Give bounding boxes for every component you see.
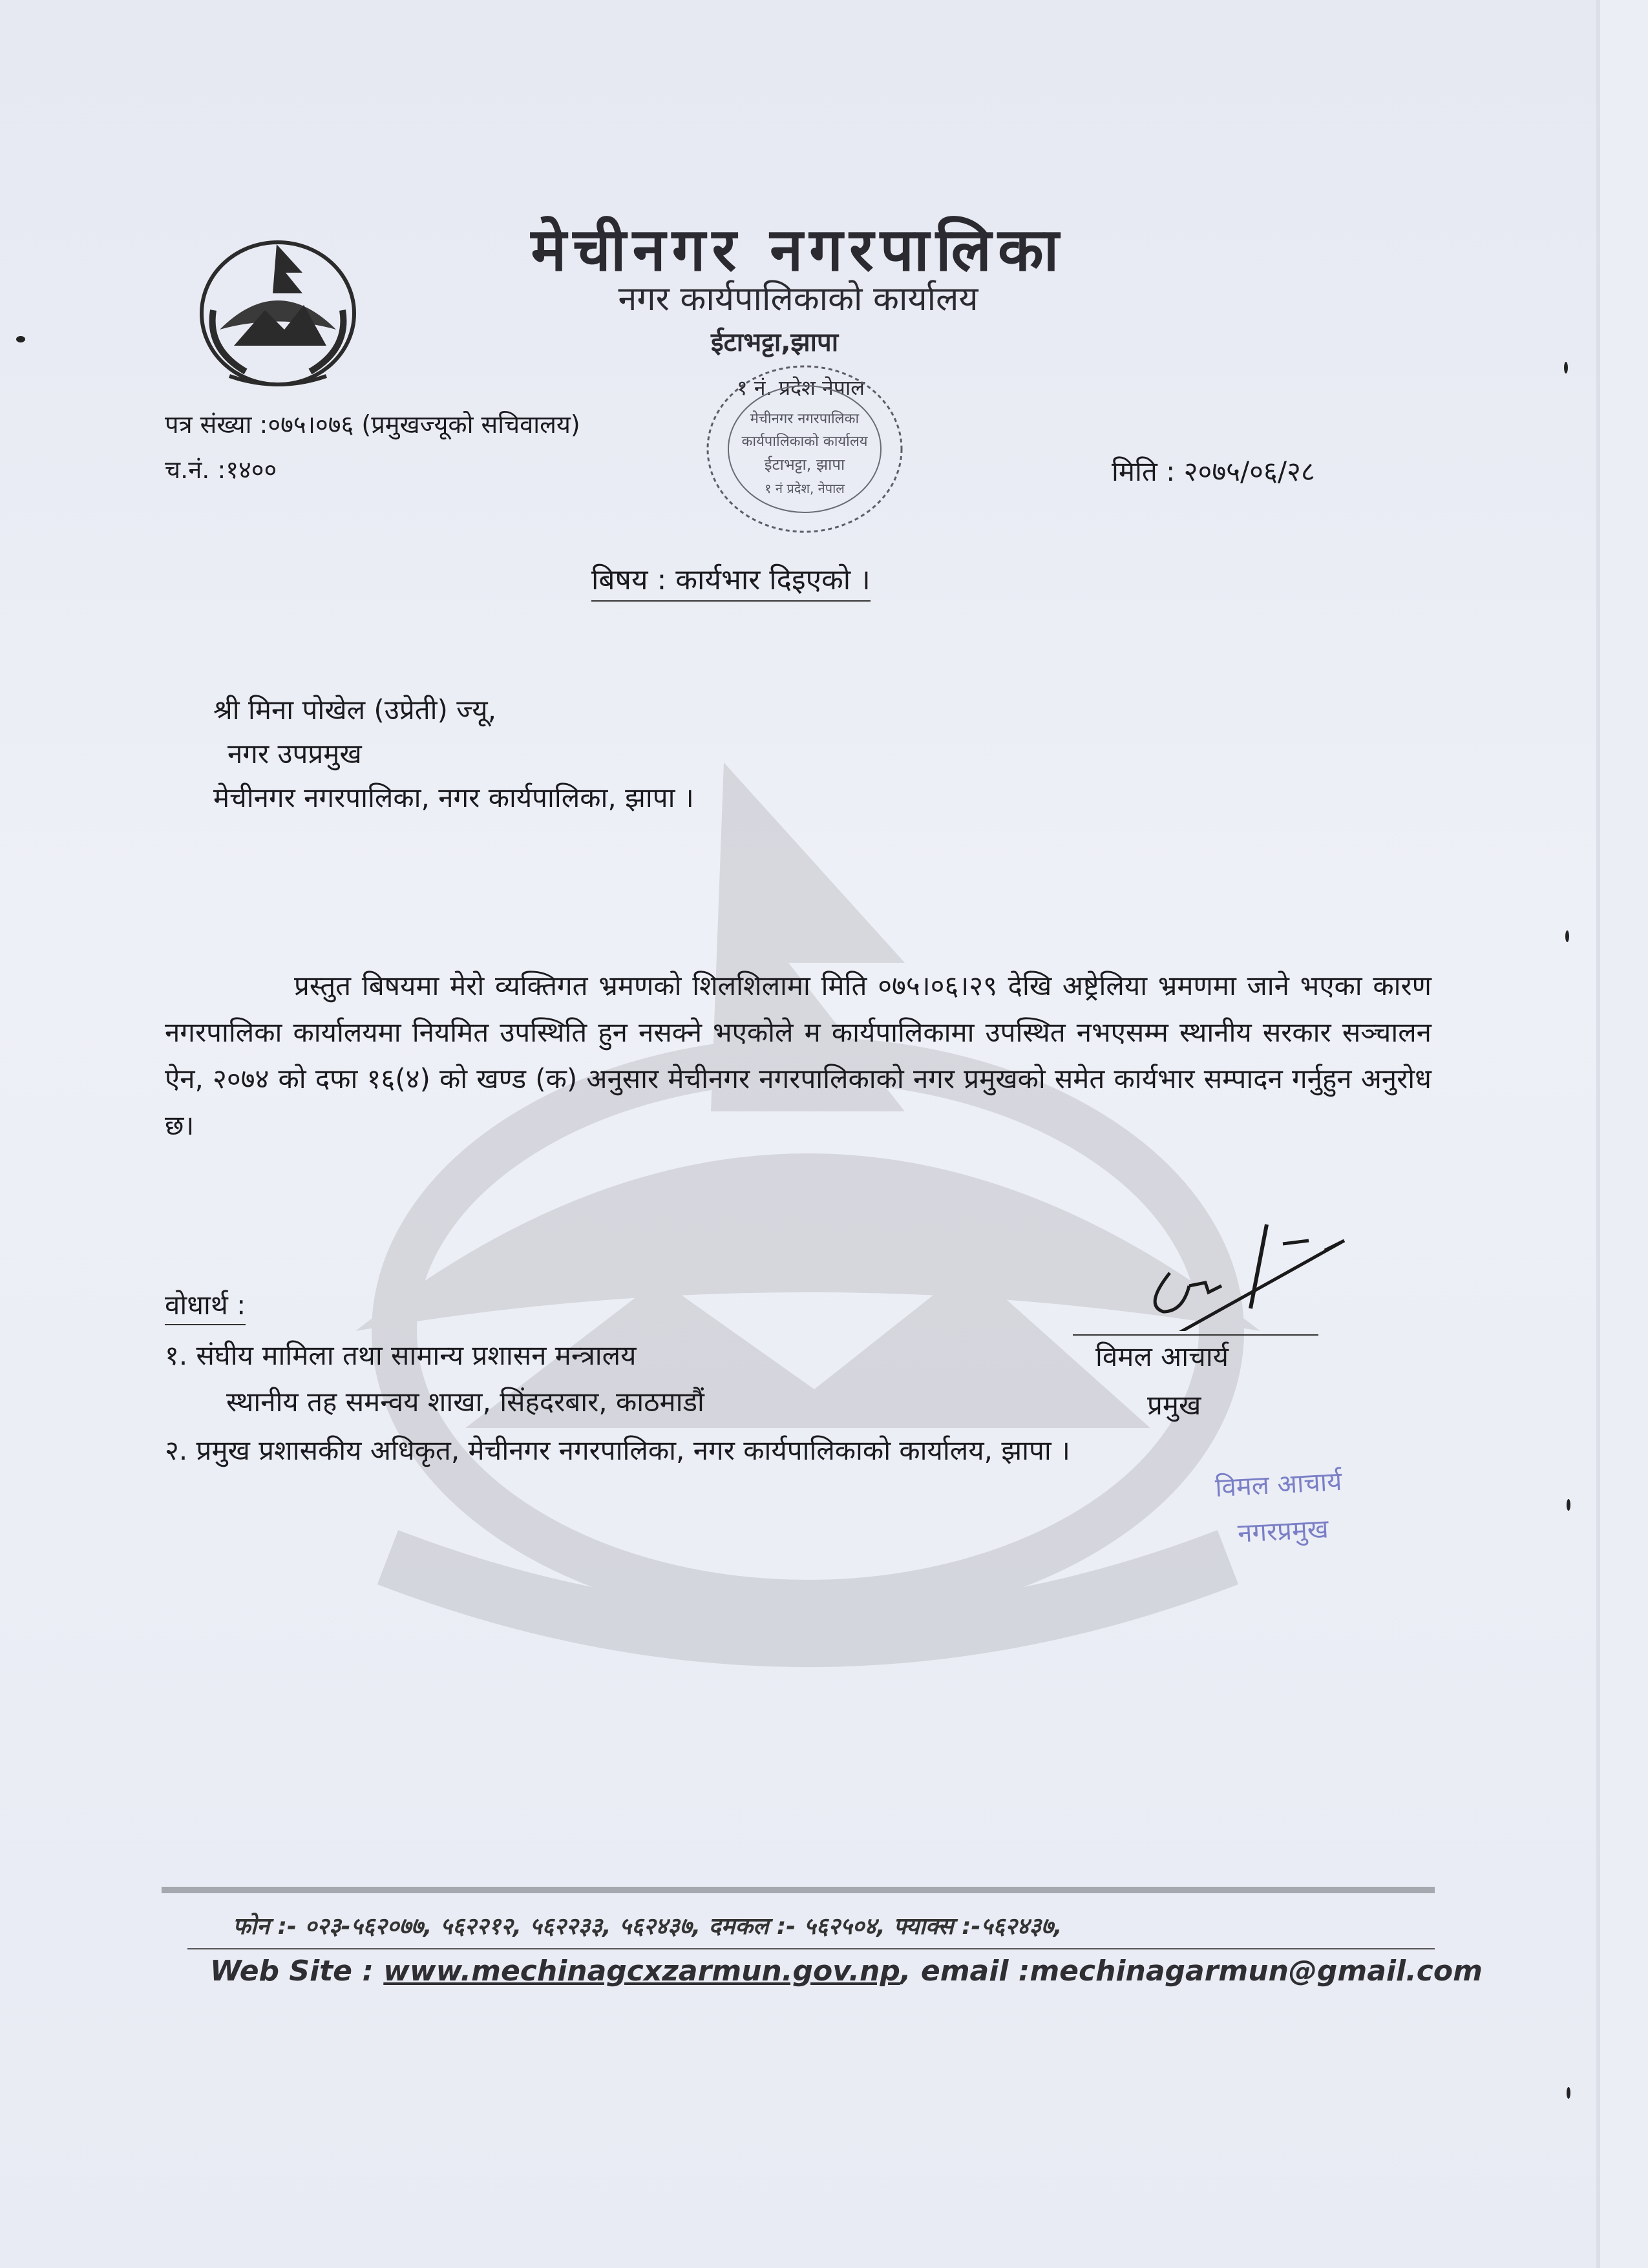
office-location: ईटाभट्टा,झापा: [711, 328, 839, 357]
web-label: Web Site :: [210, 1955, 384, 1988]
signatory-stamp-title: नगरप्रमुख: [1237, 1514, 1329, 1549]
bodhartha-heading: वोधार्थ :: [165, 1286, 246, 1325]
footer-web: [210, 1955, 1483, 1988]
bodhartha-item-1-cont: स्थानीय तह समन्वय शाखा, सिंहदरबार, काठमाडौं: [226, 1386, 704, 1418]
signatory-name: विमल आचार्य: [1095, 1341, 1229, 1372]
signature-line: [1073, 1334, 1318, 1336]
stamp-line-2: कार्यपालिकाको कार्यालय: [741, 434, 868, 450]
recipient-name: श्री मिना पोखेल (उप्रेती) ज्यू,: [213, 694, 497, 726]
handwritten-signature: [1131, 1215, 1351, 1331]
scan-speck: [1565, 930, 1569, 942]
recipient-block: [213, 688, 694, 820]
signatory-title: प्रमुख: [1147, 1389, 1201, 1421]
scan-speck: [16, 336, 25, 342]
website-link[interactable]: www.mechinagcxzarmun.gov.np: [383, 1955, 900, 1988]
footer-divider: [162, 1887, 1435, 1893]
stamp-line-3: ईटाभट्टा, झापा: [764, 456, 845, 474]
municipality-title: मेचीनगर नगरपालिका: [531, 215, 1066, 284]
email-text: , email :mechinagarmun@gmail.com: [900, 1955, 1483, 1988]
letter-date: मिति : २०७५/०६/२८: [1112, 456, 1315, 487]
stamp-line-4: १ नं प्रदेश, नेपाल: [765, 481, 845, 496]
scan-speck: [1567, 1499, 1570, 1511]
signatory-stamp-name: विमल आचार्य: [1214, 1466, 1343, 1504]
office-province: १ नं. प्रदेश नेपाल: [737, 375, 865, 400]
scan-speck: [1567, 2087, 1570, 2099]
bodhartha-item-2: २. प्रमुख प्रशासकीय अधिकृत, मेचीनगर नगरपालिका, नगर कार्यपालिकाको कार्यालय, झापा ।: [165, 1434, 1070, 1466]
letter-body: प्रस्तुत बिषयमा मेरो व्यक्तिगत भ्रमणको शिलशिलामा मिति ०७५।०६।२९ देखि अष्ट्रेलिया भ्रमणमा जाने भएका कारण नगरपालिका कार्यालयमा नियमित उपस्थिति हुन नसक्ने भएकोले म कार्यपालिकामा उपस्थित नभएसम्म स्थानीय सरकार सञ्चालन ऐन, २०७४ को दफा १६(४) को खण्ड (क) अनुसार मेचीनगर नगरपालिकाको नगर प्रमुखको समेत कार्यभार सम्पादन गर्नुहुन अनुरोध छ।: [165, 970, 1431, 1141]
dispatch-number: च.नं. :१४००: [165, 456, 277, 484]
recipient-title: नगर उपप्रमुख: [227, 738, 362, 770]
letter-subject: बिषय : कार्यभार दिइएको ।: [591, 559, 871, 602]
stamp-line-1: मेचीनगर नगरपालिका: [750, 411, 860, 427]
office-round-stamp: [698, 359, 911, 540]
reference-number: पत्र संख्या :०७५।०७६ (प्रमुखज्यूको सचिवालय): [165, 410, 580, 439]
recipient-org: मेचीनगर नगरपालिका, नगर कार्यपालिका, झापा ।: [213, 782, 694, 814]
bodhartha-item-1: १. संघीय मामिला तथा सामान्य प्रशासन मन्त्रालय: [165, 1339, 637, 1371]
office-name: नगर कार्यपालिकाको कार्यालय: [618, 280, 978, 319]
scan-speck: [1564, 362, 1568, 373]
footer-phone: फोन :- ०२३-५६२०७७, ५६२२१२, ५६२२३३, ५६२४३७, दमकल :- ५६२५०४, फ्याक्स :-५६२४३७,: [233, 1913, 1062, 1940]
footer-divider-thin: [187, 1948, 1435, 1949]
